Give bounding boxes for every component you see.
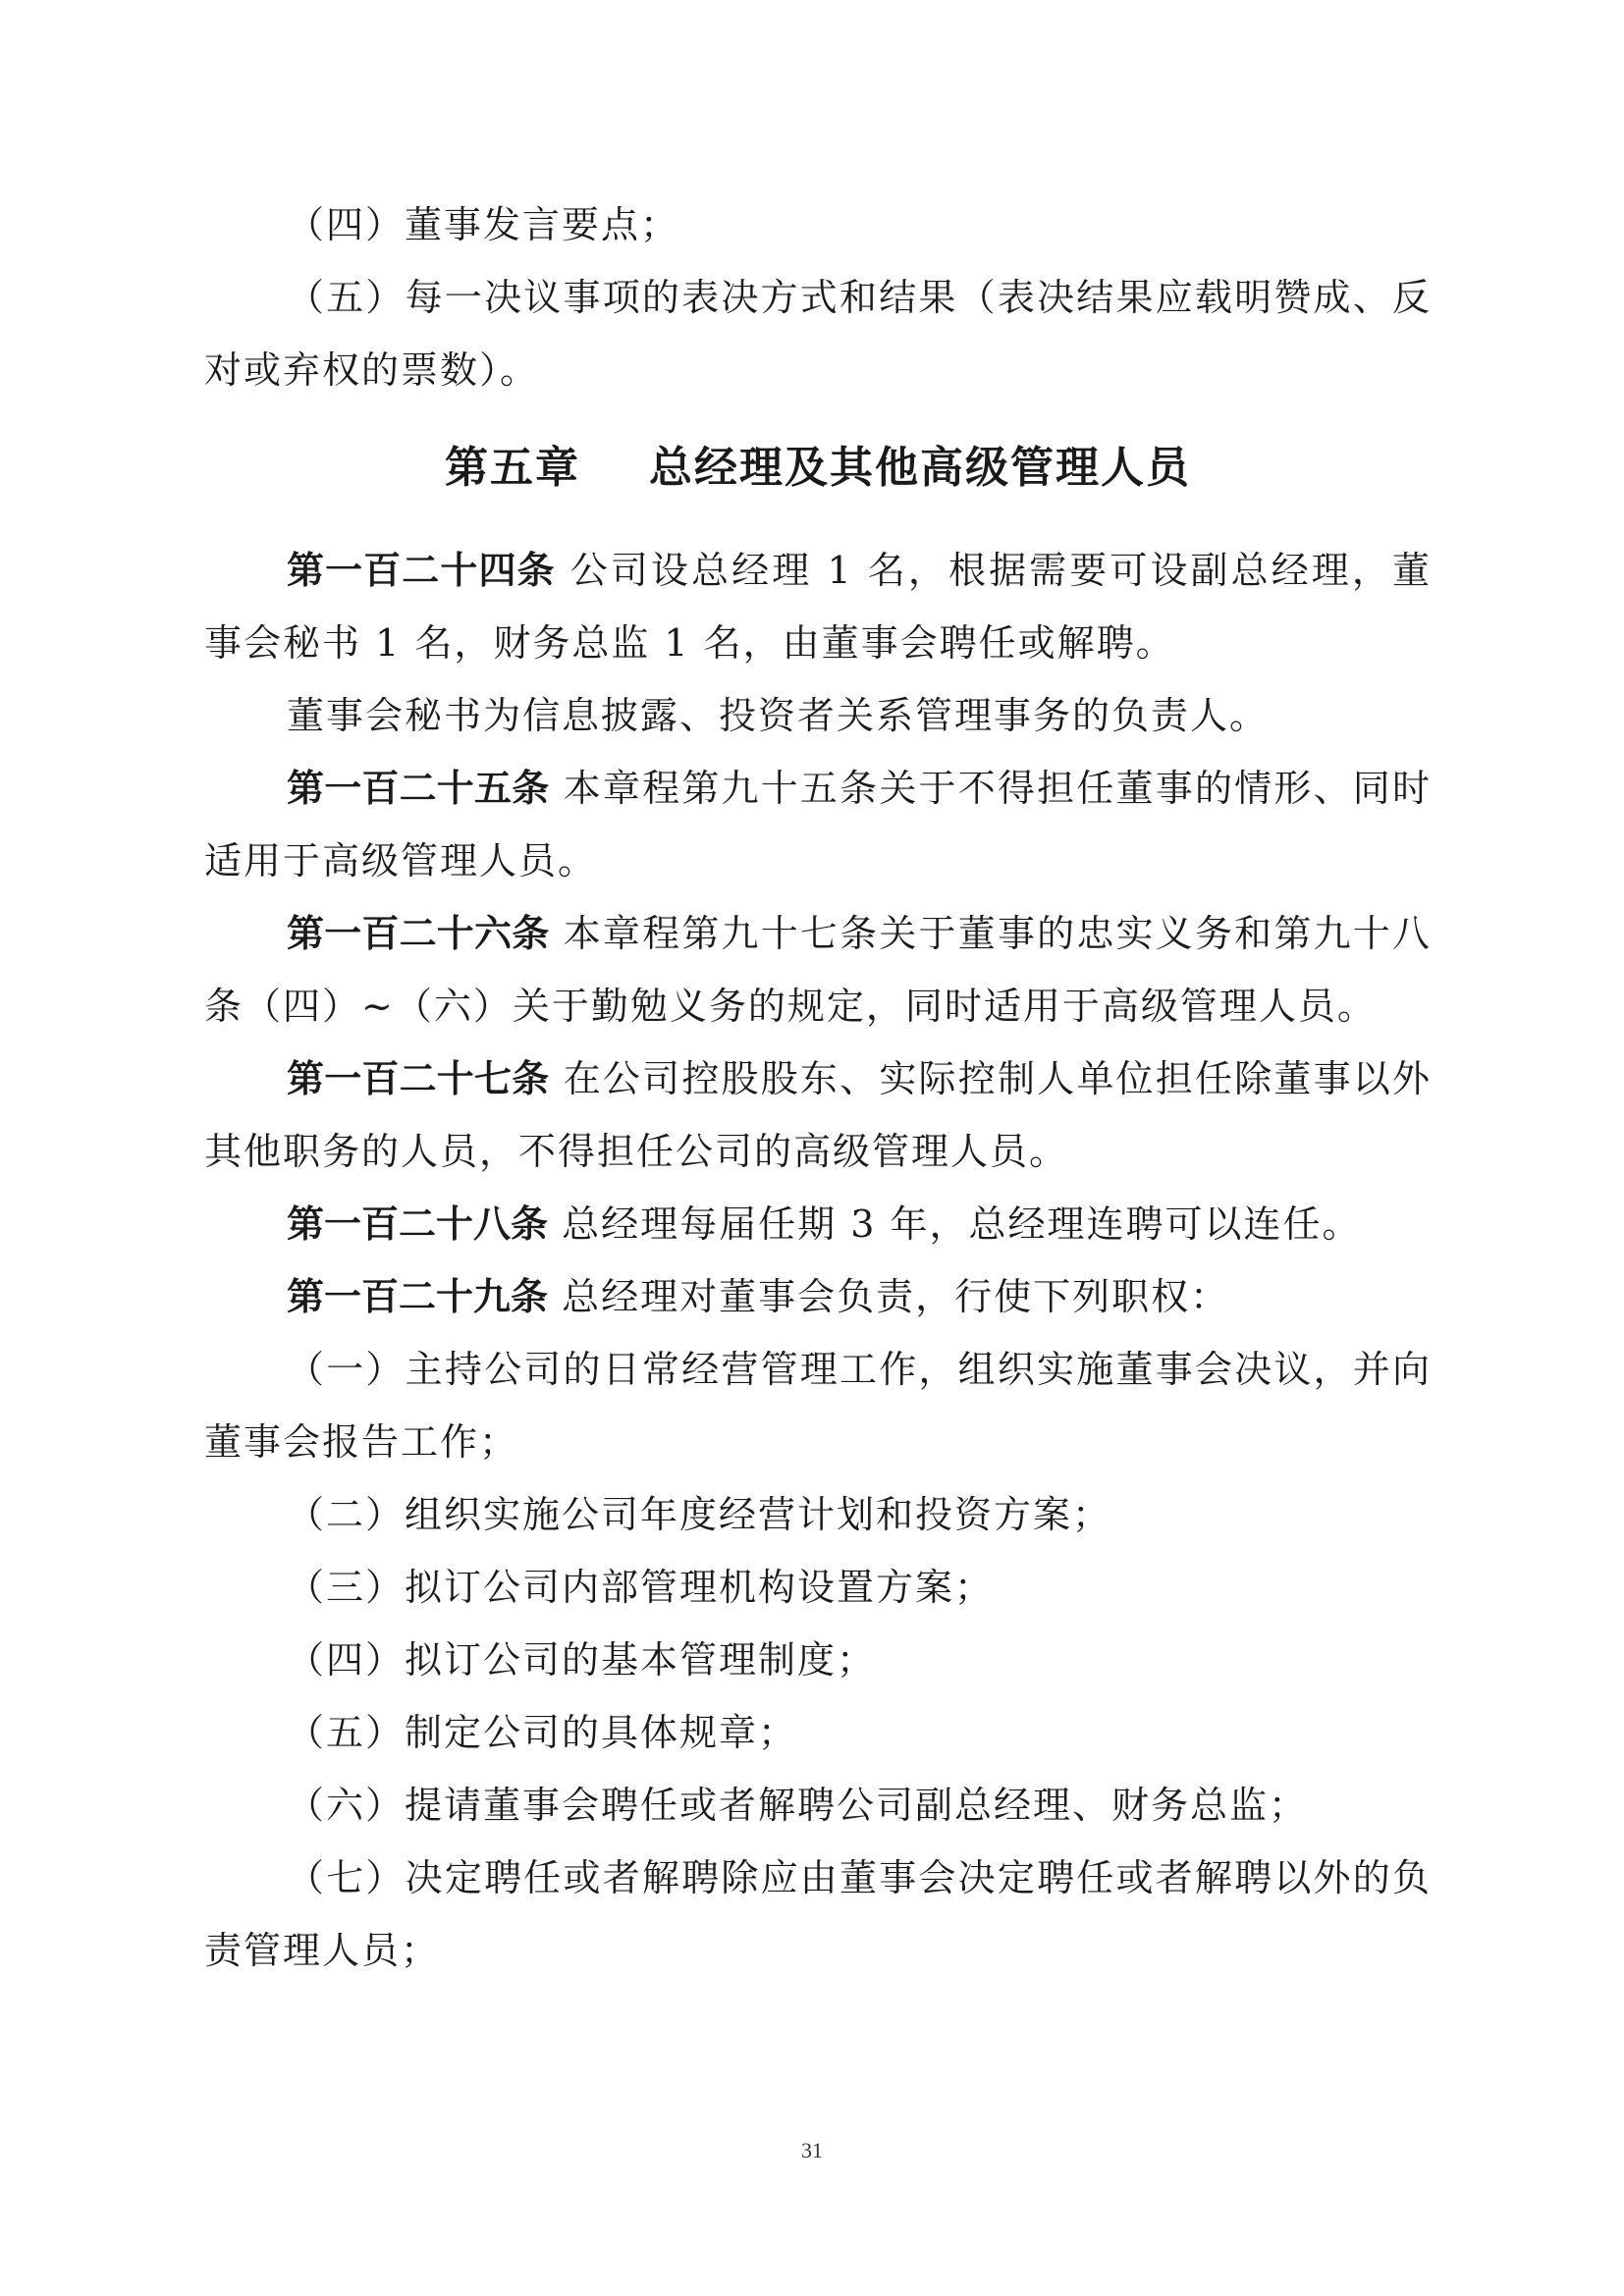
article-paragraph [204,897,1432,1042]
power-item: （二）组织实施公司年度经营计划和投资方案； [287,1493,1112,1536]
article-paragraph [204,534,1432,679]
power-item: （一）主持公司的日常经营管理工作，组织实施董事会决议，并向董事会报告工作； [204,1348,1432,1464]
article-label: 第一百二十四条 [287,549,556,592]
power-item: （四）拟订公司的基本管理制度； [287,1638,877,1682]
item-paragraph: （五）每一决议事项的表决方式和结果（表决结果应载明赞成、反对或弃权的票数）。 [204,276,1432,392]
secretary-paragraph: 董事会秘书为信息披露、投资者关系管理事务的负责人。 [287,694,1270,737]
article-text: 总经理对董事会负责，行使下列职权： [562,1275,1230,1318]
article-text: 总经理每届任期 3 年，总经理连聘可以连任。 [562,1202,1362,1246]
article-paragraph [204,1260,1432,1333]
article-label: 第一百二十六条 [287,912,550,955]
page-number: 31 [801,2138,823,2163]
article-label: 第一百二十九条 [287,1275,549,1318]
article-text: 本章程第九十五条关于不得担任董事的情形、同时适用于高级管理人员。 [204,767,1432,882]
article-paragraph [204,1042,1432,1188]
chapter-title: 总经理及其他高级管理人员 [649,443,1191,493]
article-text: 公司设总经理 1 名，根据需要可设副总经理，董事会秘书 1 名，财务总监 1 名，由董事会聘任或解聘。 [204,549,1432,665]
article-text: 在公司控股股东、实际控制人单位担任除董事以外其他职务的人员，不得担任公司的高级管理人员。 [204,1057,1432,1173]
item-paragraph: （四）董事发言要点； [287,203,680,246]
article-paragraph [204,1188,1432,1260]
article-label: 第一百二十八条 [287,1202,549,1246]
chapter-number: 第五章 [445,443,580,493]
page-content [204,188,1432,1987]
article-label: 第一百二十七条 [287,1057,550,1100]
article-label: 第一百二十五条 [287,767,550,810]
power-item: （六）提请董事会聘任或者解聘公司副总经理、财务总监； [287,1784,1309,1827]
chapter-heading [204,432,1432,505]
power-item: （七）决定聘任或者解聘除应由董事会决定聘任或者解聘以外的负责管理人员； [204,1856,1432,1972]
article-paragraph [204,752,1432,897]
power-item: （三）拟订公司内部管理机构设置方案； [287,1566,995,1609]
article-text: 本章程第九十七条关于董事的忠实义务和第九十八条（四）~（六）关于勤勉义务的规定，同时适用于高级管理人员。 [204,912,1432,1028]
power-item: （五）制定公司的具体规章； [287,1711,798,1754]
